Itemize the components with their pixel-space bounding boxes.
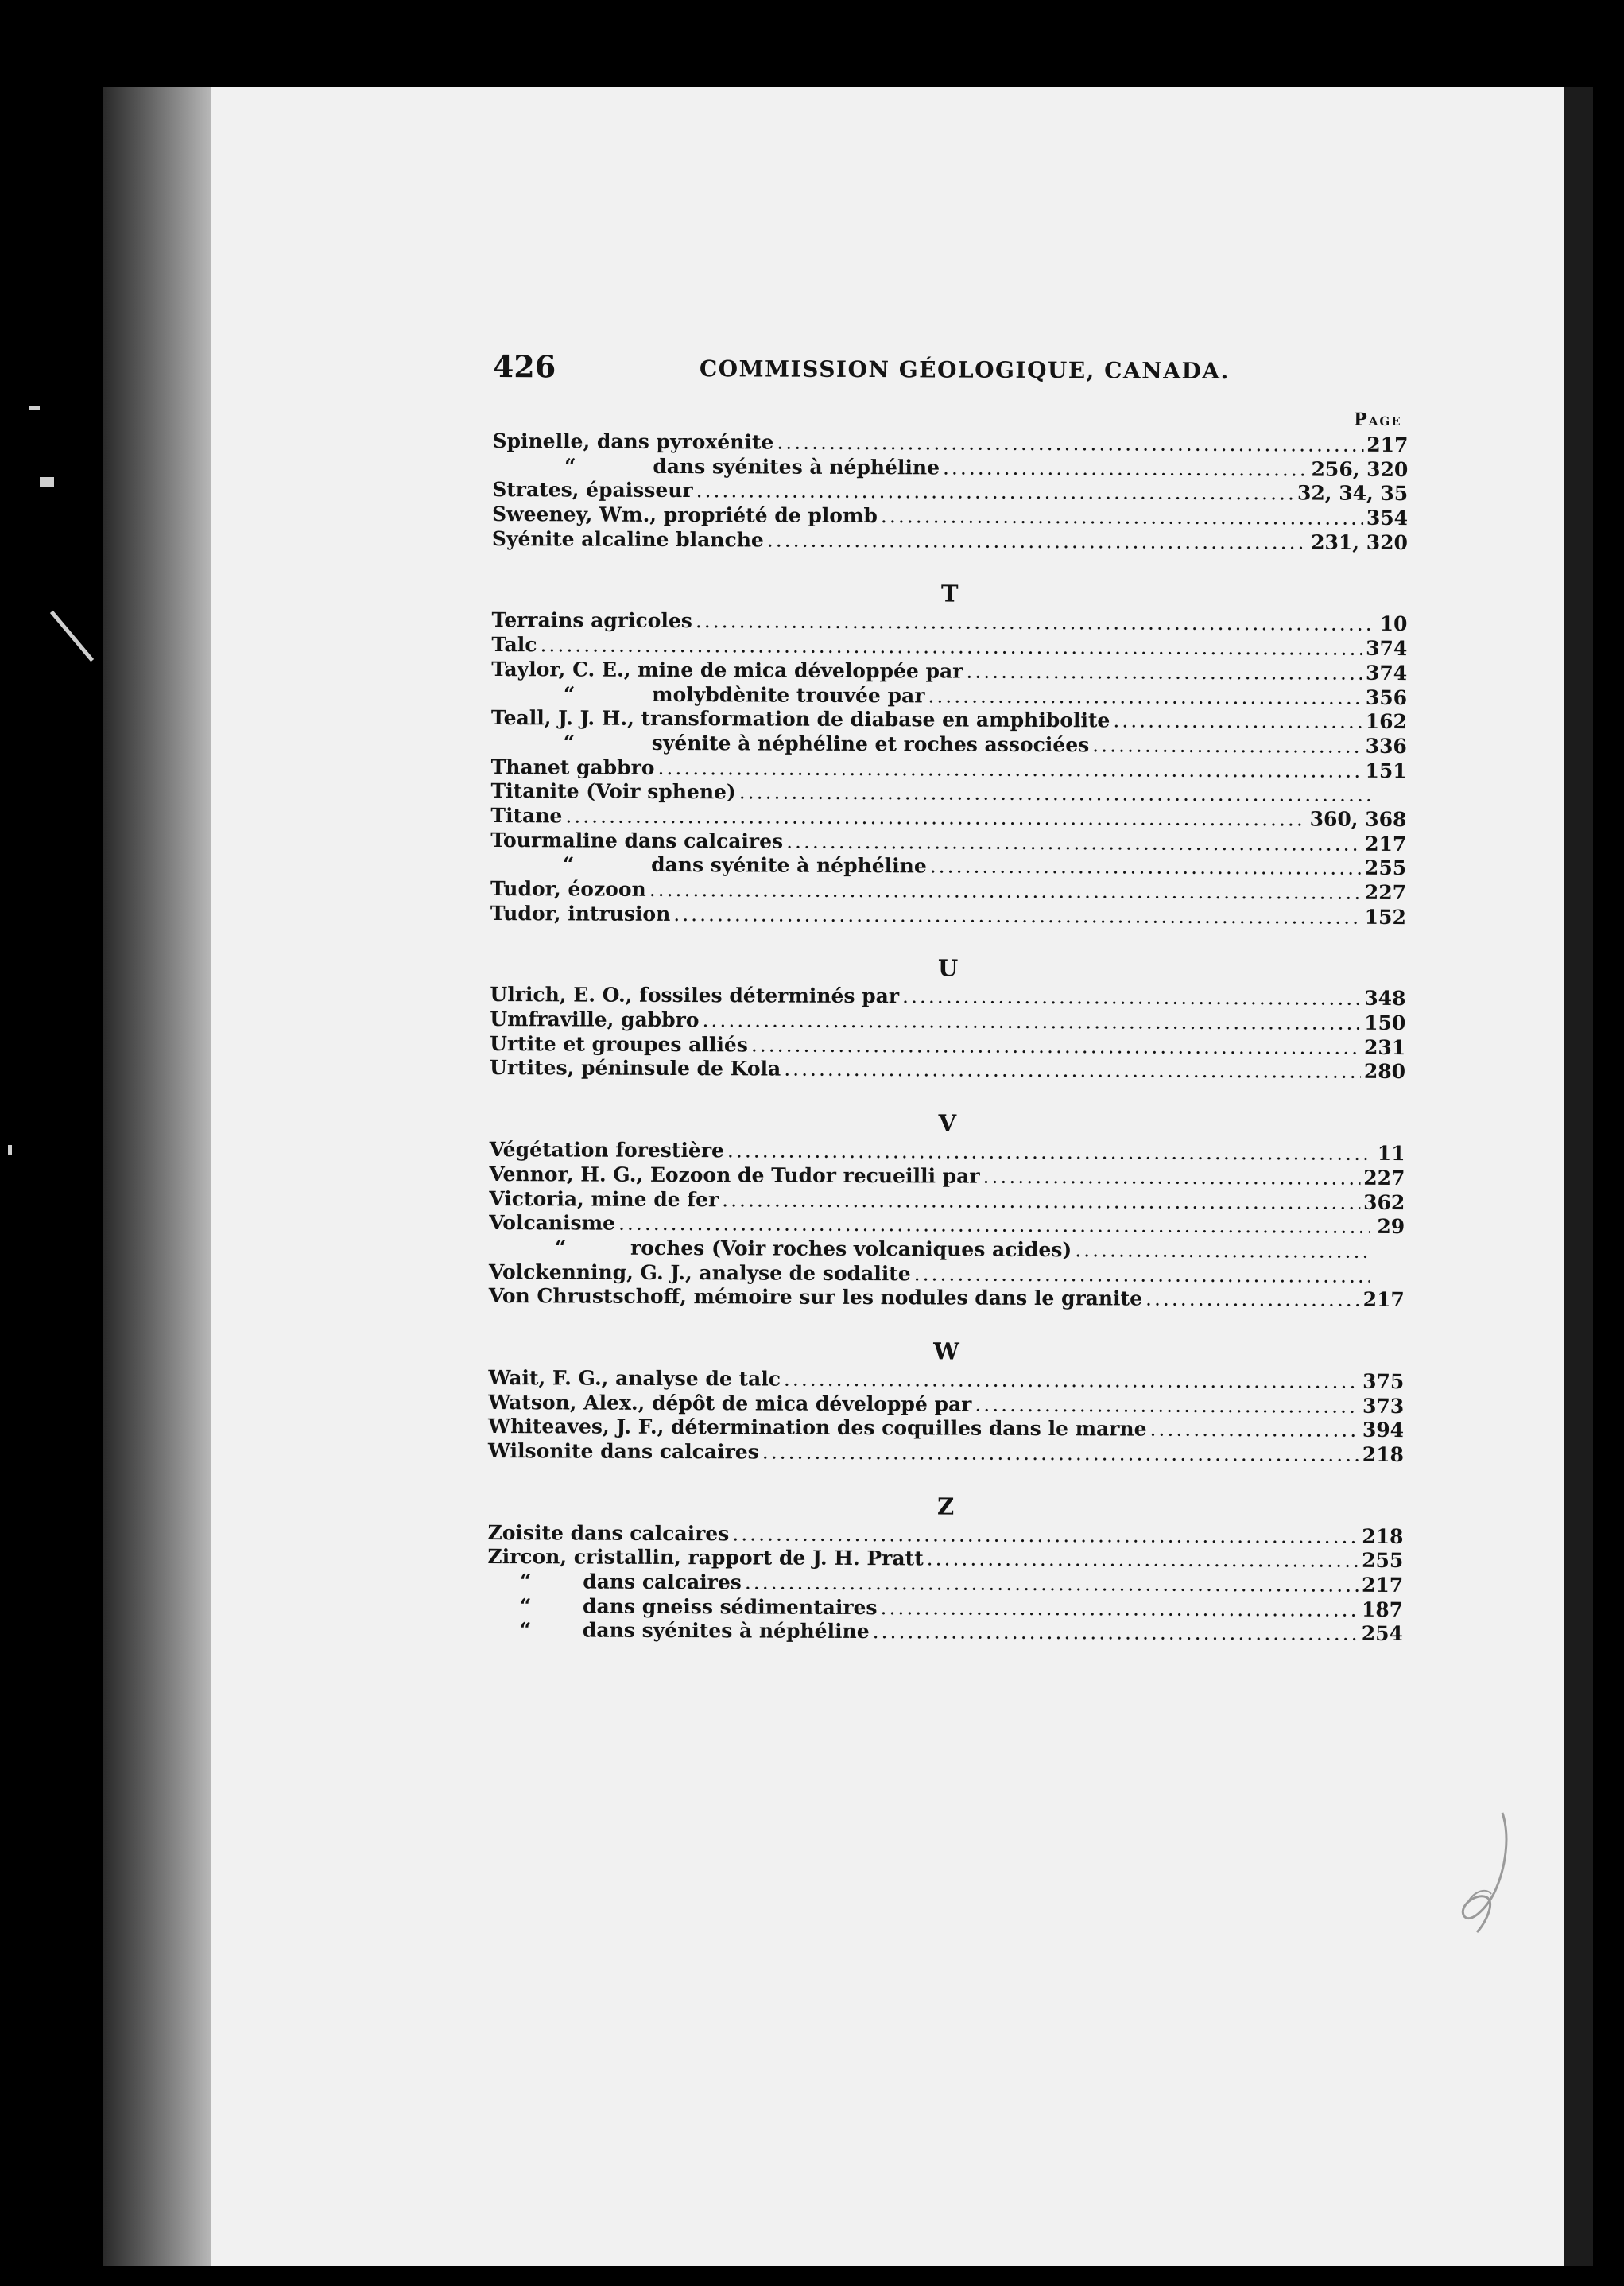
entry-pages: 151 [1365, 759, 1407, 782]
dot-leader [1092, 733, 1362, 759]
entry-label: Wilsonite dans calcaires [487, 1438, 759, 1464]
entry-label: Zircon, cristallin, rapport de J. H. Pratt [487, 1545, 924, 1570]
index-entry [490, 1032, 1405, 1061]
entry-label: Ulrich, E. O., fossiles déterminés par [490, 983, 900, 1008]
dot-leader [696, 610, 1373, 637]
entry-label: Vennor, H. G., Eozoon de Tudor recueilli par [489, 1162, 980, 1188]
index-entry [491, 633, 1407, 662]
entry-pages: 217 [1365, 832, 1407, 856]
dot-leader [540, 633, 1362, 661]
entry-pages: 227 [1363, 1166, 1405, 1190]
entry-label: Victoria, mine de fer [489, 1186, 719, 1211]
index-entry [491, 608, 1407, 637]
entry-pages: 218 [1362, 1524, 1404, 1548]
index-entry [491, 706, 1407, 735]
ditto-mark: “ [519, 1593, 532, 1617]
dot-leader [930, 855, 1362, 881]
entry-pages: 11 [1377, 1141, 1405, 1166]
entry-pages: 255 [1364, 856, 1407, 880]
edge-scratch [8, 1145, 12, 1155]
entry-pages: 227 [1364, 880, 1407, 905]
entry-pages: 231, 320 [1311, 530, 1409, 554]
dot-leader [777, 431, 1363, 458]
edge-scratch [29, 406, 40, 410]
dot-leader [784, 1368, 1359, 1395]
entry-pages: 354 [1366, 506, 1409, 530]
index-entry [490, 1138, 1405, 1166]
dot-leader [914, 1262, 1370, 1288]
entry-label: Urtites, péninsule de Kola [489, 1056, 781, 1081]
dot-leader [928, 684, 1362, 710]
book-binding-shadow [103, 87, 215, 2266]
entry-label: Talc [491, 633, 537, 657]
ditto-indent [491, 681, 652, 707]
index-entry [491, 681, 1407, 710]
index-entry [488, 1391, 1404, 1419]
entry-label: Zoisite dans calcaires [487, 1520, 730, 1545]
entry-pages: 217 [1361, 1573, 1404, 1597]
index-entry [490, 1056, 1405, 1085]
ditto-indent [487, 1570, 583, 1594]
entry-label: Umfraville, gabbro [490, 1007, 700, 1032]
entry-label: molybdènite trouvée par [652, 682, 925, 707]
entry-label: dans gneiss sédimentaires [583, 1594, 878, 1619]
entry-pages: 231 [1363, 1035, 1406, 1059]
entry-label: Titane [490, 803, 563, 828]
entry-label: Watson, Alex., dépôt de mica développé par [488, 1390, 972, 1416]
index-entry [489, 1186, 1405, 1215]
ditto-mark: “ [564, 454, 576, 478]
dot-leader [727, 1139, 1370, 1166]
entry-pages: 150 [1364, 1011, 1406, 1035]
entry-label: Titanite (Voir sphene) [490, 779, 736, 804]
entry-pages: 32, 34, 35 [1296, 481, 1409, 506]
entry-label: dans syénites à néphéline [582, 1618, 870, 1644]
section-letter: Z [936, 1492, 955, 1520]
dot-leader [649, 878, 1362, 906]
entry-pages: 356 [1365, 685, 1408, 709]
dot-leader [983, 1165, 1360, 1191]
entry-label: Syénite alcaline blanche [491, 526, 764, 552]
index-entries [487, 429, 1409, 1647]
index-entry [492, 454, 1408, 483]
section-letter: V [938, 1109, 957, 1137]
entry-label: Wait, F. G., analyse de talc [488, 1365, 781, 1391]
section-letter: W [933, 1337, 959, 1365]
index-section [492, 429, 1409, 555]
entry-label: Volcanisme [489, 1211, 616, 1235]
page-column-label-text: Page [1354, 409, 1402, 430]
dot-leader [565, 804, 1306, 832]
section-letter: T [940, 580, 959, 607]
index-entry [487, 1618, 1403, 1647]
dot-leader [618, 1212, 1370, 1240]
index-entry [492, 503, 1408, 531]
dot-leader [927, 1547, 1359, 1574]
entry-pages: 394 [1362, 1419, 1405, 1442]
dot-leader [722, 1188, 1360, 1215]
index-section [489, 1104, 1405, 1313]
index-entry [487, 1521, 1403, 1550]
index-entry [487, 1545, 1403, 1574]
index-entry [491, 731, 1407, 759]
edge-scratch [40, 477, 54, 487]
dot-leader [696, 479, 1295, 506]
entry-label: Strates, épaisseur [492, 478, 693, 503]
entry-label: Tudor, intrusion [490, 901, 671, 926]
ditto-mark: “ [563, 731, 576, 755]
entry-label: dans syénite à néphéline [651, 853, 927, 878]
entry-label: Teall, J. J. H., transformation de diabase en amphibolite [490, 706, 1110, 732]
index-entry [489, 1236, 1405, 1264]
entry-label: Terrains agricoles [491, 608, 692, 633]
dot-leader [943, 456, 1308, 482]
entry-pages: 152 [1364, 905, 1406, 929]
index-entry [488, 1415, 1404, 1443]
index-entry [489, 1260, 1405, 1289]
index-entry [491, 658, 1407, 686]
ditto-mark: “ [519, 1570, 532, 1593]
dot-leader [673, 902, 1362, 930]
index-entry [492, 478, 1408, 506]
dot-leader [739, 781, 1372, 808]
entry-pages: 375 [1362, 1369, 1405, 1393]
index-entry [487, 1594, 1403, 1623]
entry-label: Tourmaline dans calcaires [490, 828, 784, 853]
index-section [487, 1488, 1404, 1647]
dot-leader [902, 985, 1361, 1011]
index-entry [490, 902, 1406, 930]
index-section [488, 1333, 1405, 1468]
dot-leader [873, 1620, 1359, 1647]
entry-pages: 374 [1366, 636, 1408, 661]
dot-leader [1149, 1418, 1359, 1443]
entry-pages: 29 [1377, 1215, 1405, 1239]
index-entry [491, 779, 1407, 808]
dot-leader [762, 1440, 1359, 1467]
index-entry [489, 1211, 1405, 1240]
entry-pages: 256, 320 [1311, 457, 1409, 481]
ditto-mark: “ [562, 852, 575, 876]
dot-leader [1113, 709, 1362, 735]
entry-pages: 362 [1363, 1190, 1405, 1214]
index-section [490, 949, 1406, 1085]
entry-pages: 255 [1362, 1549, 1404, 1573]
entry-label: Végétation forestière [489, 1138, 725, 1162]
entry-label: Urtite et groupes alliés [490, 1031, 748, 1057]
index-section [490, 575, 1408, 930]
index-entry [490, 829, 1406, 857]
ditto-mark: “ [554, 1236, 567, 1259]
ditto-mark: “ [519, 1618, 532, 1642]
index-page [487, 348, 1409, 1647]
index-entry [490, 1007, 1405, 1036]
entry-label: Tudor, éozoon [490, 876, 646, 901]
dot-leader [1145, 1287, 1360, 1313]
entry-pages: 217 [1366, 433, 1409, 457]
dot-leader [975, 1392, 1359, 1419]
dot-leader [745, 1570, 1359, 1597]
dot-leader [732, 1522, 1359, 1549]
ditto-indent [487, 1594, 583, 1619]
ditto-indent [491, 731, 652, 756]
entry-label: roches (Voir roches volcaniques acides) [630, 1236, 1072, 1262]
index-entry [490, 804, 1406, 833]
dot-leader [966, 659, 1362, 685]
entry-label: Spinelle, dans pyroxénite [492, 429, 774, 454]
dot-leader [767, 528, 1308, 555]
entry-pages: 187 [1361, 1597, 1404, 1621]
page-right-edge [1564, 87, 1593, 2266]
entry-pages: 280 [1363, 1060, 1406, 1084]
section-letter: U [937, 954, 959, 982]
running-title: COMMISSION GÉOLOGIQUE, CANADA. [699, 355, 1230, 385]
pencil-annotation [1455, 1805, 1526, 1940]
index-entry [490, 983, 1405, 1011]
page-header [493, 348, 1409, 387]
dot-leader [881, 504, 1363, 530]
dot-leader [702, 1008, 1361, 1035]
edge-scratch [50, 611, 94, 662]
entry-pages: 360, 368 [1309, 807, 1407, 831]
entry-pages: 336 [1365, 734, 1407, 758]
ditto-indent [490, 852, 651, 878]
entry-label: Whiteaves, J. F., détermination des coquilles dans le marne [488, 1415, 1147, 1441]
entry-label: Taylor, C. E., mine de mica développée par [491, 657, 963, 683]
entry-label: Von Chrustschoff, mémoire sur les nodules dans le granite [488, 1284, 1143, 1310]
index-entry [490, 852, 1406, 881]
entry-pages: 348 [1364, 987, 1406, 1011]
dot-leader [751, 1033, 1361, 1060]
page-number: 426 [492, 348, 556, 385]
index-entry [491, 755, 1407, 784]
index-entry [492, 527, 1408, 556]
entry-pages: 254 [1361, 1622, 1404, 1646]
entry-label: Volckenning, G. J., analyse de sodalite [488, 1259, 911, 1285]
entry-pages: 374 [1365, 661, 1408, 685]
dot-leader [880, 1596, 1359, 1622]
index-entry [490, 877, 1406, 906]
index-entry [488, 1439, 1404, 1468]
entry-label: Thanet gabbro [490, 755, 655, 779]
entry-label: syénite à néphéline et roches associées [651, 731, 1090, 757]
ditto-indent [489, 1236, 630, 1260]
entry-label: dans syénites à néphéline [653, 454, 940, 479]
index-entry [487, 1570, 1403, 1598]
dot-leader [784, 1058, 1361, 1085]
dot-leader [786, 829, 1362, 856]
dot-leader [1075, 1238, 1370, 1263]
entry-pages: 10 [1379, 612, 1408, 636]
ditto-mark: “ [563, 681, 576, 705]
entry-label: dans calcaires [583, 1570, 742, 1594]
entry-label: Sweeney, Wm., propriété de plomb [492, 503, 878, 528]
index-entry [489, 1162, 1405, 1191]
ditto-indent [487, 1618, 583, 1643]
entry-pages: 217 [1362, 1288, 1405, 1312]
entry-pages: 218 [1362, 1442, 1405, 1467]
dot-leader [657, 755, 1362, 783]
index-entry [489, 1284, 1405, 1313]
entry-pages: 373 [1362, 1394, 1405, 1418]
index-entry [488, 1366, 1404, 1395]
entry-pages: 162 [1365, 709, 1408, 734]
ditto-indent [492, 454, 653, 479]
index-entry [492, 429, 1408, 458]
